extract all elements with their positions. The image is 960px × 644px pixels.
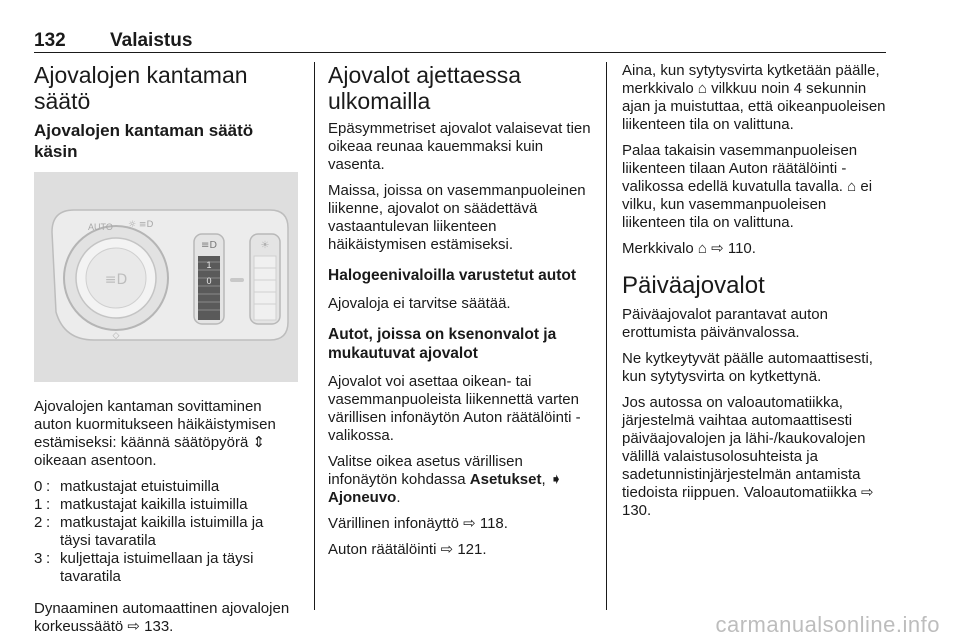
list-item: 3 : kuljettaja istuimellaan ja täysi tavaratila: [34, 550, 254, 585]
traffic-mode-indicator-icon: ⌂: [847, 178, 857, 195]
reference-arrow-icon: ⇨: [861, 484, 874, 501]
settings-menu-label: Asetukset: [469, 471, 542, 488]
paragraph: Aina, kun sytytysvirta kytketään päälle, merkkivalo ⌂ vilkkuu noin 4 sekunnin ajan ja muistuttaa, että oikeanpuoleisen liikenteen tila on valittuna.: [622, 62, 886, 133]
paragraph-settings: Valitse oikea asetus värillisen infonäytön kohdassa Asetukset, ➧ Ajoneuvo.: [328, 453, 563, 506]
paragraph: Päiväajovalot parantavat auton erottumista päivänvalossa.: [622, 306, 828, 341]
traffic-mode-indicator-icon: ⌂: [697, 240, 707, 257]
xenon-heading: Autot, joissa on ksenonvalot ja mukautuvat ajovalot: [328, 326, 557, 362]
watermark: carmanualsonline.info: [715, 612, 940, 637]
page-header: [34, 30, 886, 52]
paragraph: Jos autossa on valoautomatiikka, järjestelmä vaihtaa automaattisesti päiväajovalojen ja lähi-/kaukovalojen välillä valaistusolosuhteista ja sadetunnistinjärjestelmän antamista tiedoista riippuen. Valoautomatiikka ⇨ 130.: [622, 394, 874, 519]
list-item: 1 : matkustajat kaikilla istuimilla: [34, 496, 248, 513]
subsection-title: Ajovalojen kantaman säätö käsin: [34, 121, 254, 161]
paragraph: Ne kytkeytyvät päälle automaattisesti, kun sytytysvirta on kytkettynä.: [622, 350, 873, 385]
reference-arrow-icon: ⇨: [440, 541, 454, 558]
column-divider-2: [606, 62, 607, 610]
auto-label: AUTO: [88, 222, 113, 232]
svg-text:≡D: ≡D: [104, 272, 128, 288]
paragraph: Värillinen infonäyttö ⇨ 118.: [328, 515, 508, 532]
reference-arrow-icon: ⇨: [711, 240, 724, 257]
vehicle-menu-label: Ajoneuvo: [328, 489, 397, 506]
paragraph: Epäsymmetriset ajovalot valaisevat tien oikeaa reunaa kauemmaksi kuin vasenta.: [328, 120, 591, 173]
column-divider-1: [314, 62, 315, 610]
svg-text:≡D: ≡D: [200, 240, 218, 251]
wheel-label-0: 0: [206, 276, 212, 286]
section-name: Valaistus: [110, 30, 193, 51]
page-reference[interactable]: 133.: [144, 618, 174, 635]
column-2: [328, 62, 592, 567]
load-position-list: [34, 478, 298, 586]
reference-arrow-icon: ⇨: [463, 515, 476, 532]
column-1: [34, 62, 298, 644]
paragraph: Palaa takaisin vasemmanpuoleisen liikenteen tilaan Auton räätälöinti -valikossa edellä kuvatulla tavalla. ⌂ ei vilku, kun vasemmanpuoleisen liikenteen tila on valittuna.: [622, 142, 873, 231]
svg-text:☀: ☀: [260, 240, 270, 251]
paragraph: Merkkivalo ⌂ ⇨ 110.: [622, 240, 756, 257]
page-reference[interactable]: 130.: [622, 502, 652, 519]
paragraph: Auton räätälöinti ⇨ 121.: [328, 541, 487, 558]
paragraph-adjust: Ajovalojen kantaman sovittaminen auton kuormitukseen häikäistymisen estämiseksi: käännä säätöpyörä ⇕ oikeaan asentoon.: [34, 398, 276, 469]
headlight-range-icon: ⇕: [252, 434, 266, 451]
light-switch-illustration: [34, 172, 298, 382]
svg-text:☼ ≡D: ☼ ≡D: [128, 220, 154, 230]
svg-text:◇: ◇: [112, 331, 120, 341]
menu-arrow-icon: ➧: [549, 471, 563, 488]
paragraph: Ajovaloja ei tarvitse säätää.: [328, 295, 511, 312]
wheel-label-1: 1: [206, 260, 212, 270]
list-item: 2 : matkustajat kaikilla istuimilla ja täysi tavaratila: [34, 514, 264, 549]
light-switch-figure: [34, 172, 298, 382]
page-number: 132: [34, 30, 66, 51]
halogen-heading: Halogeenivaloilla varustetut autot: [328, 267, 577, 284]
section-title: Ajovalot ajettaessa ulkomailla: [328, 62, 522, 114]
header-rule: [34, 52, 886, 53]
section-title: Ajovalojen kantaman säätö: [34, 62, 248, 114]
traffic-mode-indicator-icon: ⌂: [697, 80, 707, 97]
paragraph: Ajovalot voi asettaa oikean- tai vasemmanpuoleista liikennettä varten värillisen infonäytön Auton räätälöinti -valikossa.: [328, 373, 581, 444]
paragraph-dynamic: Dynaaminen automaattinen ajovalojen korkeussäätö ⇨ 133.: [34, 600, 290, 635]
page-reference[interactable]: 110.: [727, 240, 756, 257]
paragraph: Maissa, joissa on vasemmanpuoleinen liikenne, ajovalot on säädettävä vastaantulevan liikenteen häikäistymisen estämiseksi.: [328, 182, 586, 253]
page-reference[interactable]: 121.: [457, 541, 487, 558]
page-reference[interactable]: 118.: [479, 515, 508, 532]
list-item: 0 : matkustajat etuistuimilla: [34, 478, 220, 495]
column-3: [622, 62, 888, 528]
section-title: Päiväajovalot: [622, 272, 765, 299]
reference-arrow-icon: ⇨: [127, 618, 140, 635]
